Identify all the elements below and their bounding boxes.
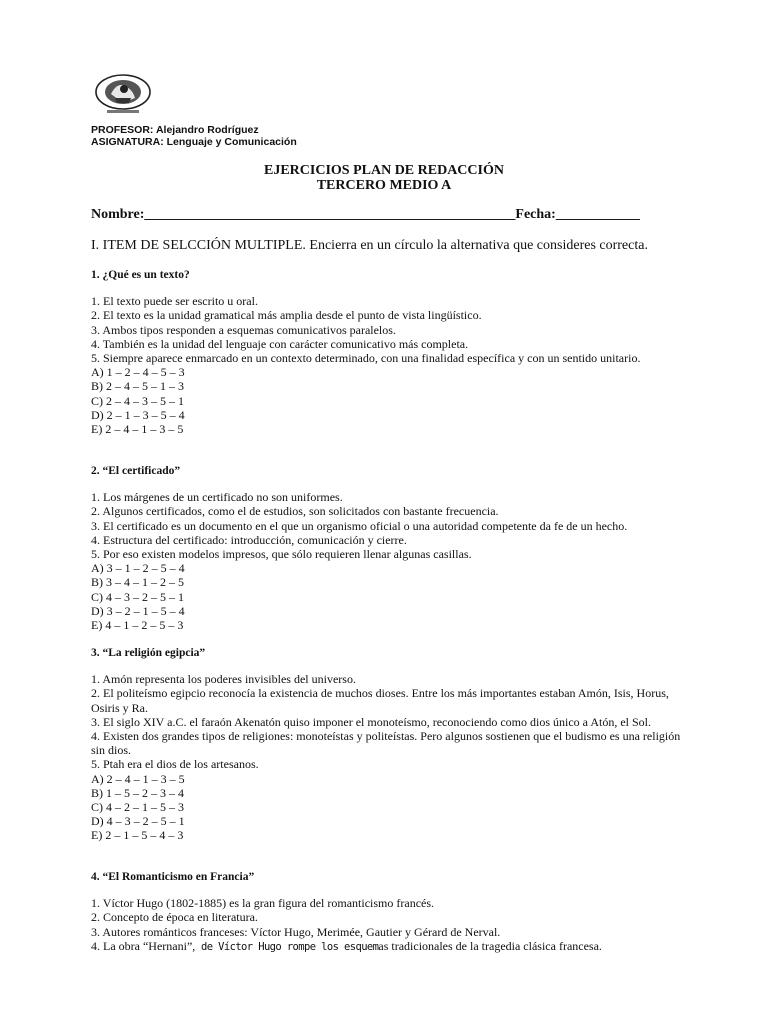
statement: 4. También es la unidad del lenguaje con carácter comunicativo más completa. [91,336,469,351]
statement: 3. Ambos tipos responden a esquemas comunicativos paralelos. [91,322,396,337]
teacher-name: PROFESOR: Alejandro Rodríguez [91,124,259,136]
option-e[interactable]: E) 4 – 1 – 2 – 5 – 3 [91,618,184,633]
option-c[interactable]: C) 4 – 3 – 2 – 5 – 1 [91,589,184,604]
option-a[interactable]: A) 3 – 1 – 2 – 5 – 4 [91,561,185,576]
option-b[interactable]: B) 3 – 4 – 1 – 2 – 5 [91,575,184,590]
option-b[interactable]: B) 2 – 4 – 5 – 1 – 3 [91,379,184,394]
option-d[interactable]: D) 3 – 2 – 1 – 5 – 4 [91,603,185,618]
statement: 1. El texto puede ser escrito u oral. [91,294,258,309]
statement: 5. Por eso existen modelos impresos, que sólo requieren llenar algunas casillas. [91,547,472,562]
option-e[interactable]: E) 2 – 4 – 1 – 3 – 5 [91,422,184,437]
option-c[interactable]: C) 2 – 4 – 3 – 5 – 1 [91,393,184,408]
name-date-fields[interactable]: Nombre:_____________________________________________________Fecha:____________ [91,207,640,222]
option-a[interactable]: A) 1 – 2 – 4 – 5 – 3 [91,365,185,380]
statement: 4. Existen dos grandes tipos de religiones: monoteístas y politeístas. Pero algunos sostienen que el budismo es una religión sin dios. [91,729,681,758]
statement-part: as tradicionales de la tragedia clásica francesa. [378,938,602,953]
statement: 2. El politeísmo egipcio reconocía la existencia de muchos dioses. Entre los más importantes estaban Amón, Isis, Horus, Osiris y Ra. [91,686,669,715]
statement: 5. Siempre aparece enmarcado en un contexto determinado, con una finalidad específica y con un sentido unitario. [91,351,641,366]
subject-name: ASIGNATURA: Lenguaje y Comunicación [91,135,297,148]
option-c[interactable]: C) 4 – 2 – 1 – 5 – 3 [91,800,184,815]
question-title: 3. “La religión egipcia” [91,647,206,659]
option-d[interactable]: D) 4 – 3 – 2 – 5 – 1 [91,814,185,829]
question-title: 1. ¿Qué es un texto? [91,269,190,281]
option-a[interactable]: A) 2 – 4 – 1 – 3 – 5 [91,771,185,786]
question-title: 4. “El Romanticismo en Francia” [91,871,255,883]
statement: 2. Algunos certificados, como el de estudios, son solicitados con bastante frecuencia. [91,504,499,519]
page-subtitle: TERCERO MEDIO A [316,178,452,193]
question-3 [91,646,691,843]
statement: 1. Los márgenes de un certificado no son uniformes. [91,490,343,505]
question-title: 2. “El certificado” [91,465,181,477]
statement-part-mono: de Víctor Hugo rompe los esquem [195,940,379,953]
statement-part: 4. La obra “Hernani”, [91,938,196,953]
option-d[interactable]: D) 2 – 1 – 3 – 5 – 4 [91,407,185,422]
question-1 [91,268,691,436]
statement: 2. El texto es la unidad gramatical más amplia desde el punto de vista lingüístico. [91,308,482,323]
statement: 3. El certificado es un documento en el que un organismo oficial o una autoridad competente da fe de un hecho. [91,518,628,533]
statement: 4. Estructura del certificado: introducción, comunicación y cierre. [91,532,407,547]
question-4 [91,870,691,954]
page-title: EJERCICIOS PLAN DE REDACCIÓN [264,163,504,178]
section-instructions: I. ITEM DE SELCCIÓN MULTIPLE. Encierra en un círculo la alternativa que consideres correcta. [91,238,648,253]
school-crest-logo [93,72,153,116]
statement: 3. El siglo XIV a.C. el faraón Akenatón quiso imponer el monoteísmo, reconociendo como dios único a Atón, el Sol. [91,714,652,729]
statement: 2. Concepto de época en literatura. [91,910,258,925]
question-2 [91,464,691,632]
statement: 3. Autores románticos franceses: Víctor Hugo, Merimée, Gautier y Gérard de Nerval. [91,924,501,939]
teacher-info [91,125,297,148]
option-b[interactable]: B) 1 – 5 – 2 – 3 – 4 [91,785,184,800]
statement: 1. Amón representa los poderes invisibles del universo. [91,672,356,687]
statement: 1. Víctor Hugo (1802-1885) es la gran figura del romanticismo francés. [91,896,435,911]
option-e[interactable]: E) 2 – 1 – 5 – 4 – 3 [91,828,184,843]
statement: 5. Ptah era el dios de los artesanos. [91,757,259,772]
statement-last [91,939,691,954]
